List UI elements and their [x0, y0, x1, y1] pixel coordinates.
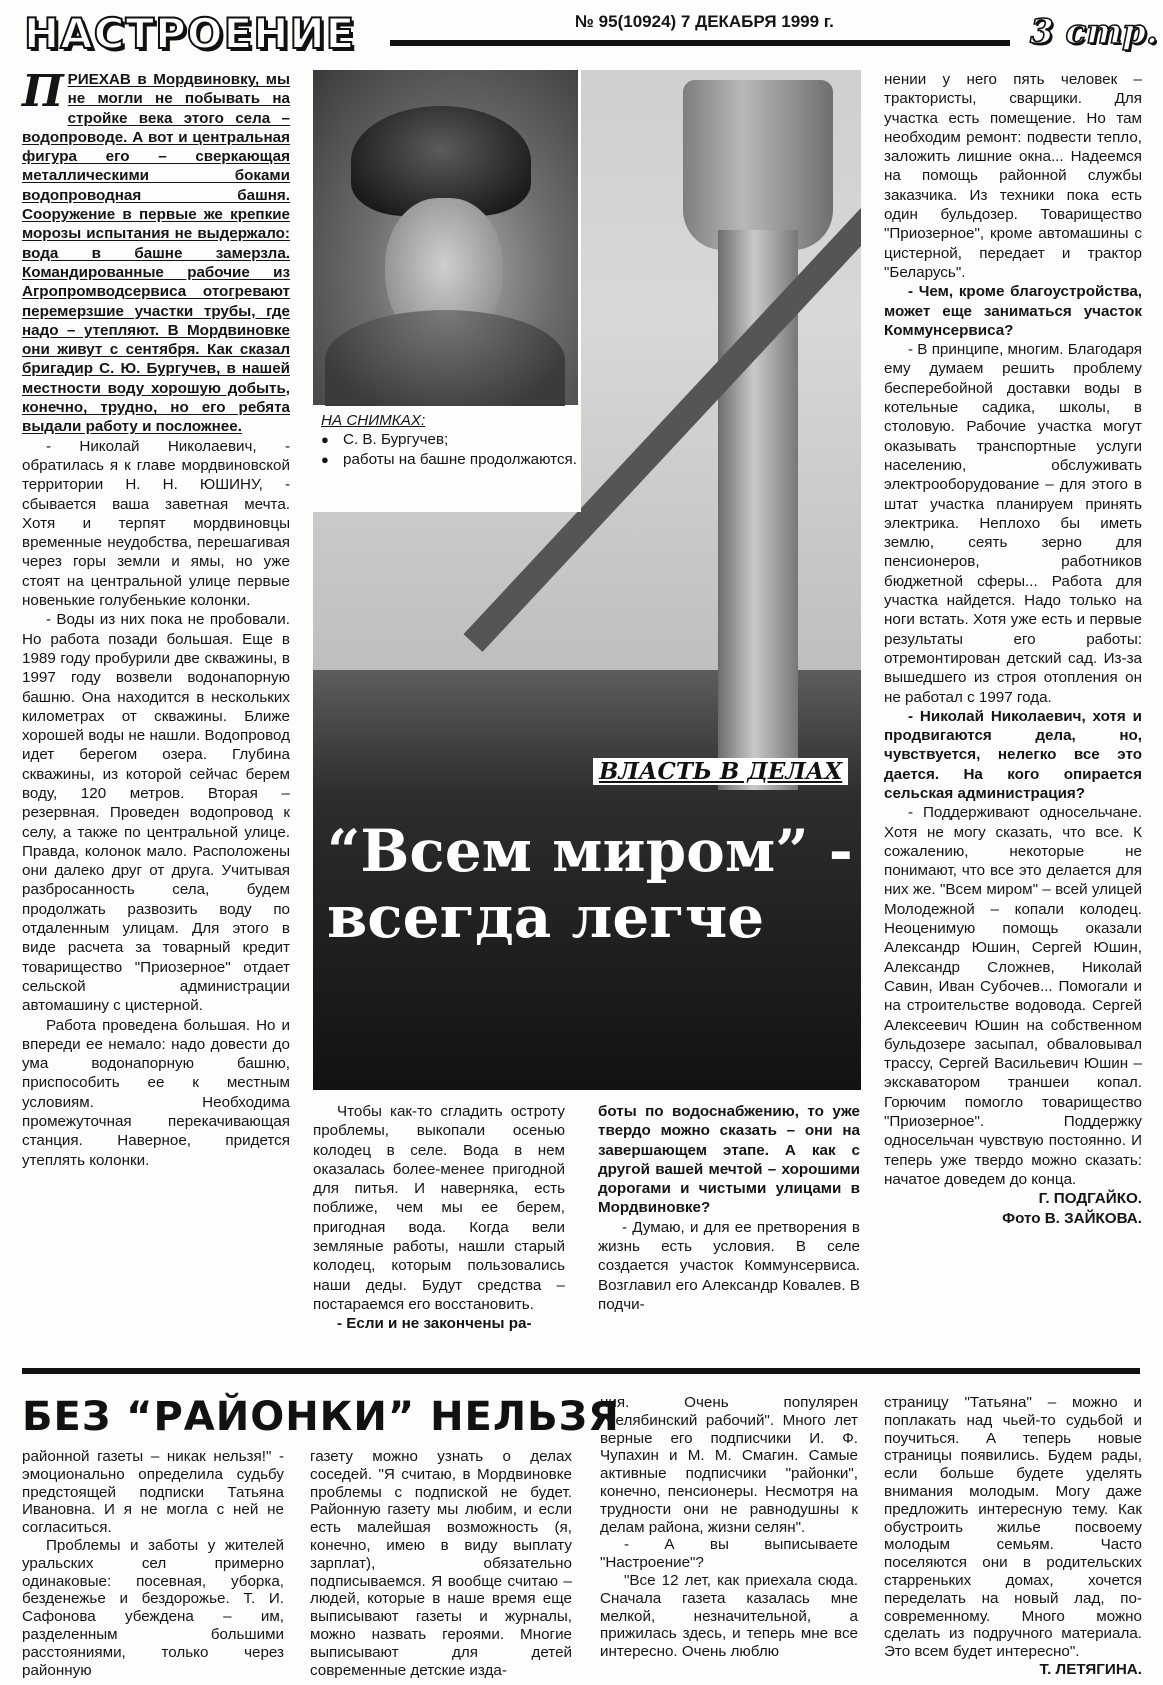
portrait-photo — [313, 70, 581, 408]
article1-column-2 — [313, 1102, 565, 1334]
paragraph: - Поддерживают односельчане. Хотя не могу сказать, что все. К сожалению, некоторые не понимают, что все это делается для них же. "Всем миром" – всей улицей Молодежной – копали колодец. Неоценимую помощь оказали Александр Юшин, Сергей Юшин, Александр Сложнев, Николай Савин, Иван Субочев... Помогали и на строительстве водовода. Сергей Алексеевич Юшин на собственном бульдозере засыпал, обваловывал трассу, Сергей Васильевич Юшин – экскаватором траншеи копал. Горючим помогло товарищество "Приозерное". Поддержку односельчан чувствую постоянно. И теперь уже твердо можно сказать: начатое доведем до конца. — [884, 804, 1142, 1188]
caption-list — [321, 430, 577, 469]
page-number: 3 стр. — [1030, 12, 1158, 52]
interview-question: - Чем, кроме благоустройства, может еще заниматься участок Коммунсервиса? — [884, 283, 1142, 339]
photo-block — [313, 70, 861, 1090]
article2-column-1 — [22, 1448, 284, 1679]
paragraph: - А вы выписываете "Настроение"? — [600, 1536, 858, 1572]
paragraph: "Все 12 лет, как приехала сюда. Сначала газета казалась мне мелкой, незначительной, а прижилась здесь, и теперь мне все интересно. Очень люблю — [600, 1571, 858, 1661]
section-title: НАСТРОЕНИЕ — [24, 9, 356, 58]
photo-credit: Фото В. ЗАЙКОВА. — [1002, 1209, 1142, 1227]
paragraph: Проблемы и заботы у жителей уральских сел примерно одинаковые: посевная, уборка, безденежье и бездорожье. Т. И. Сафонова убеждена – им, разделенным большими расстояниями, только через районную — [22, 1536, 284, 1679]
paragraph: страницу "Татьяна" – можно и поплакать над чьей-то судьбой и поучиться. А теперь новые страницы появились. Будем рады, если больше будете уделять внимания молодым. Могу даже предложить интересную тему. Как обустроить жилье посвоему молодым семьям. Часто поселяются они в родительских старреньких домах, хочется переделать на новый лад, по-современному. Много можно сделать из подручного материала. Это всем будет интересно". — [884, 1394, 1142, 1661]
paragraph: - Николай Николаевич, - обратилась я к главе мордвиновской территории Н. Н. ЮШИНУ, - сбывается ваша заветная мечта. Хотя и терпят мордвиновцы временные неудобства, перешагивая через горы земли и ямы, но уже стоят на центральной улице первые новенькие голубенькие колонки. — [22, 437, 290, 610]
caption-heading: НА СНИМКАХ: — [321, 412, 426, 429]
article2-column-2 — [310, 1448, 572, 1679]
interview-question: - Если и не закончены ра- — [337, 1315, 532, 1333]
paragraph: - В принципе, многим. Благодаря ему думаем решить проблему бесперебойной доставки воды в котельные садика, школы, в столовую. Рабочие участка могут оказывать транспортные услуги населению, обслуживать электрооборудование – для этого в штат участка планируем принять электрика. Неплохо бы иметь землю, сеять зерно для пенсионеров, работников бюджетной сферы... Работа для участка найдется. Надо только на ноги встать. Хотя уже есть и первые результаты его работы: отремонтирован детский сад. Из-за вышедшего из строя отопления он не работал с 1997 года. — [884, 341, 1142, 706]
paragraph: районной газеты – никак нельзя!" - эмоционально определила судьбу предстоящей подписки Татьяна Ивановна. И я не могла с ней не согласиться. — [22, 1448, 284, 1537]
paragraph: нении у него пять человек – трактористы, сварщики. Для участка есть помещение. Но там необходим ремонт: подвести тепло, заложить лишние окна... Надеемся на помощь районной службы заказчика. Из техники пока есть один бульдозер. Товарищество "Приозерное", кроме автомашины с цистерной, передает и трактор "Беларусь". — [884, 71, 1142, 281]
section-divider — [22, 1368, 1140, 1374]
drop-cap: П — [22, 66, 64, 117]
article1-column-4 — [884, 70, 1142, 1228]
article2-column-4 — [884, 1394, 1142, 1679]
article1-lead — [22, 66, 290, 437]
paragraph: - Думаю, и для ее претворения в жизнь есть условия. В селе создается участок Коммунсервиса. Возглавил его Александр Ковалев. В подчи- — [598, 1218, 860, 1313]
article1-column-1 — [22, 66, 290, 1170]
author-signature: Т. ЛЕТЯГИНА. — [1039, 1660, 1142, 1678]
header-rule — [390, 40, 1010, 46]
caption-item: ● работы на башне продолжаются. — [321, 450, 577, 469]
interview-question: - Николай Николаевич, хотя и продвигаются дела, но, чувствуется, нелегко все это дается. На кого опирается сельская администрация? — [884, 707, 1142, 802]
article1-headline — [327, 818, 853, 950]
paragraph: ния. Очень популярен "Челябинский рабочий". Много лет верные его подписчики И. Ф. Чупахин и М. М. Смагин. Самые активные подписчики "районки", конечно, пенсионеры. Несмотря на трудности они не равнодушны к делам района, жизни селян". — [600, 1394, 858, 1536]
water-tower-tank — [683, 80, 833, 250]
photo-caption — [321, 411, 577, 469]
issue-date: № 95(10924) 7 ДЕКАБРЯ 1999 г. — [575, 12, 834, 31]
headline-line-1: “Всем миром” - — [327, 817, 853, 885]
author-signature: Г. ПОДГАЙКО. — [1038, 1190, 1142, 1208]
caption-item: ● С. В. Бургучев; — [321, 430, 577, 449]
paragraph: газету можно узнать о делах соседей. "Я считаю, в Мордвиновке проблемы с подпиской не будет. Районную газету мы любим, и если есть малейшая возможность (я, конечно, имею в виду выплату зарплат), обязательно подписываемся. Я вообще считаю – людей, которые в наше время еще выписывают газеты и журналы, можно назвать героями. Многие выписывают для детей современные детские изда- — [310, 1448, 572, 1679]
headline-line-2: всегда легче — [327, 883, 765, 951]
lead-text: РИЕХАВ в Мордвиновку, мы не могли не побывать на стройке века этого села – водопроводе. А вот и центральная фигура его – сверкающая металлическими боками водопроводная башня. Сооружение в первые же крепкие морозы испытания не выдержало: вода в башне замерзла. Командированные рабочие из Агропромводсервиса отогревают перемерзшие участки трубы, где надо – утепляют. В Мордвиновке они живут с сентября. Как сказал бригадир С. Ю. Бургучев, в нашей местности воду хорошую добыть, конечно, трудно, но его ребята выдали работу и посложнее. — [22, 71, 290, 436]
paragraph: - Воды из них пока не пробовали. Но работа позади большая. Еще в 1989 году пробурили две скважины, в 1997 году возвели водонапорную башню. Она находится в нескольких километрах от скважины. Ближе хорошей воды не нашли. Водопровод идет берегом озера. Глубина скважины, из которой сейчас берем воду, 120 метров. Вторая – резервная. Проведен водопровод к селу, а также по центральной улице. Правда, колонок мало. Расположены они далеко друг от друга. Учитывая разбросанность села, будем продолжать развозить воду по отдаленным улицам. Для этого в виде расчета за товарный кредит товарищество "Приозерное" отдает сельской администрации автомашину с цистерной. — [22, 611, 290, 1015]
paragraph: Работа проведена большая. Но и впереди ее немало: надо довести до ума водонапорную башню, приспособить ее к местным условиям. Необходима промежуточная перекачивающая станция. Наверное, придется утеплять колонки. — [22, 1016, 290, 1169]
rubric-label: ВЛАСТЬ В ДЕЛАХ — [593, 758, 848, 785]
article1-column-3 — [598, 1102, 860, 1314]
paragraph: Чтобы как-то сгладить остроту проблемы, выкопали осенью колодец в селе. Вода в нем оказалась более-менее пригодной для питья. И наверняка, есть поближе, чем мы ее берем, пригодная вода. Когда вели земляные работы, нашли старый колодец, которым пользовались наши деды. Будут средства – постараемся его восстановить. — [313, 1103, 565, 1313]
photo-caption-box — [313, 406, 581, 512]
interview-question: боты по водоснабжению, то уже твердо можно сказать – они на завершающем этапе. А как с другой вашей мечтой – хорошими дорогами и чистыми улицами в Мордвиновке? — [598, 1103, 860, 1217]
article2-column-3 — [600, 1394, 858, 1661]
article2-title: БЕЗ “РАЙОНКИ” НЕЛЬЗЯ — [22, 1394, 620, 1440]
coat-collar — [325, 310, 565, 410]
